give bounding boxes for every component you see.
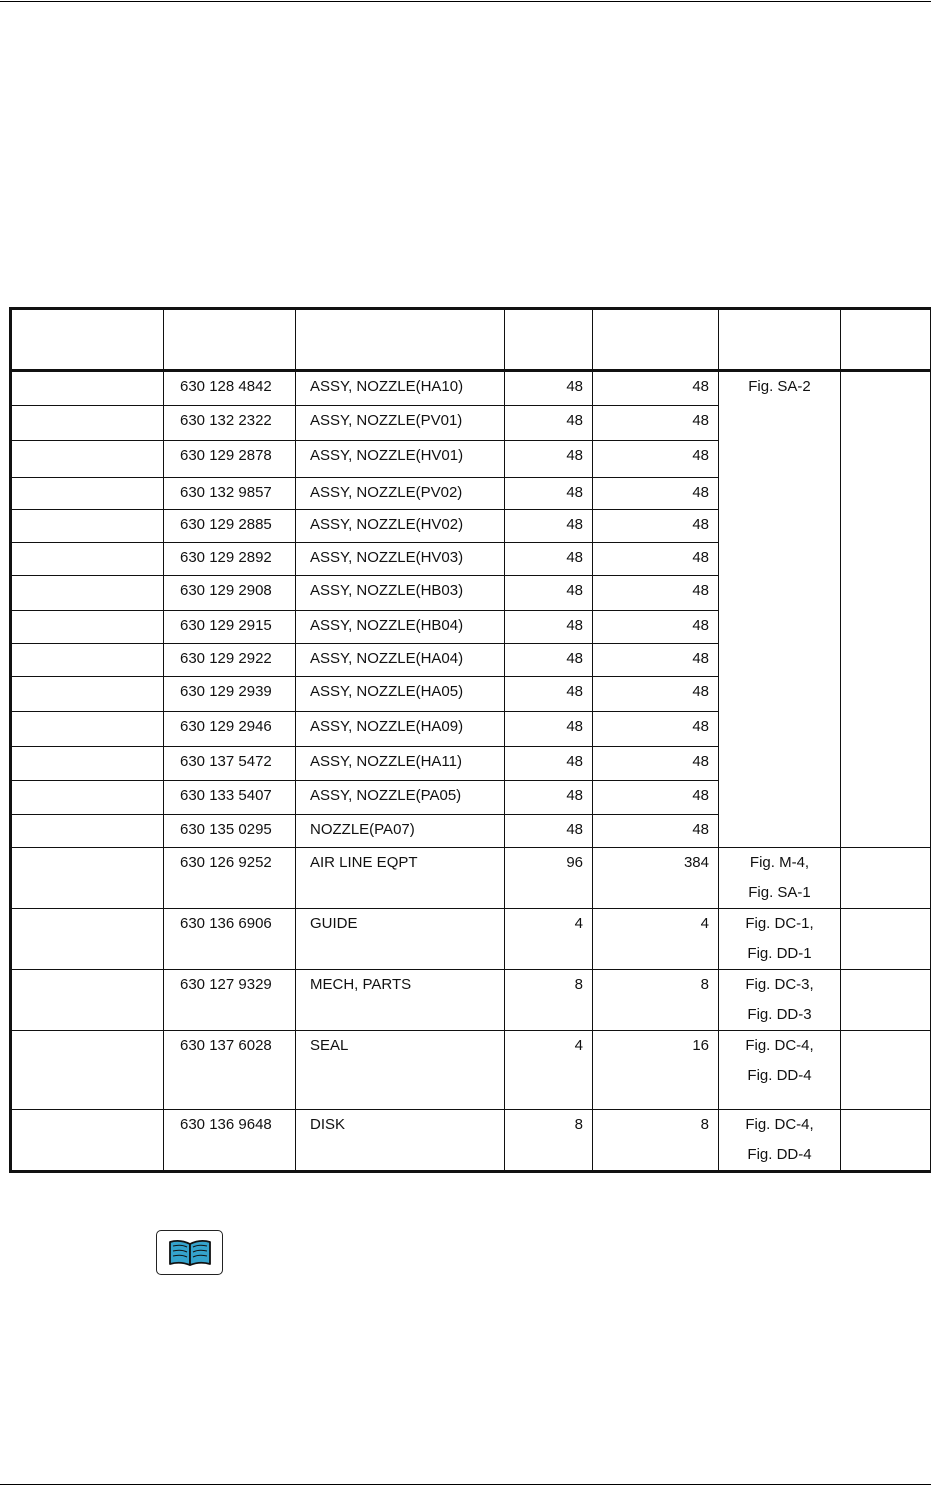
blank-cell <box>841 371 931 848</box>
open-book-icon <box>167 1238 213 1268</box>
description-cell: NOZZLE(PA07) <box>296 815 505 848</box>
part-number-cell: 630 126 9252 <box>164 848 296 909</box>
quantity-cell: 8 <box>505 970 593 1031</box>
figure-ref-line: Fig. DD-1 <box>747 945 812 962</box>
total-quantity-cell: 8 <box>593 1110 719 1172</box>
part-number-cell: 630 132 9857 <box>164 478 296 510</box>
description-cell: ASSY, NOZZLE(HV02) <box>296 510 505 543</box>
total-quantity-cell: 16 <box>593 1031 719 1110</box>
blank-cell <box>11 510 164 543</box>
description-cell: ASSY, NOZZLE(HB03) <box>296 576 505 611</box>
total-quantity-cell: 8 <box>593 970 719 1031</box>
blank-cell <box>11 644 164 677</box>
description-cell: MECH, PARTS <box>296 970 505 1031</box>
total-quantity-cell: 48 <box>593 747 719 781</box>
figure-reference-cell <box>719 1031 841 1110</box>
description-cell: ASSY, NOZZLE(HA09) <box>296 712 505 747</box>
part-number-cell: 630 129 2946 <box>164 712 296 747</box>
part-number-cell: 630 135 0295 <box>164 815 296 848</box>
description-cell: ASSY, NOZZLE(PV02) <box>296 478 505 510</box>
total-quantity-cell: 48 <box>593 644 719 677</box>
quantity-cell: 48 <box>505 781 593 815</box>
blank-cell <box>11 747 164 781</box>
header-cell <box>841 309 931 371</box>
description-cell: ASSY, NOZZLE(HA10) <box>296 371 505 406</box>
figure-ref-line: Fig. DC-1, <box>745 915 814 932</box>
table-row <box>11 371 931 406</box>
table-row <box>11 1031 931 1110</box>
part-number-cell: 630 133 5407 <box>164 781 296 815</box>
total-quantity-cell: 48 <box>593 543 719 576</box>
description-cell: ASSY, NOZZLE(HA11) <box>296 747 505 781</box>
figure-reference-cell <box>719 970 841 1031</box>
quantity-cell: 48 <box>505 371 593 406</box>
quantity-cell: 48 <box>505 543 593 576</box>
blank-cell <box>841 1110 931 1172</box>
part-number-cell: 630 137 6028 <box>164 1031 296 1110</box>
total-quantity-cell: 48 <box>593 441 719 478</box>
blank-cell <box>11 815 164 848</box>
blank-cell <box>11 1110 164 1172</box>
figure-ref-line: Fig. DD-4 <box>747 1067 812 1084</box>
figure-reference-cell: Fig. SA-2 <box>719 371 841 848</box>
part-number-cell: 630 136 6906 <box>164 909 296 970</box>
blank-cell <box>841 1031 931 1110</box>
total-quantity-cell: 48 <box>593 371 719 406</box>
blank-cell <box>841 970 931 1031</box>
quantity-cell: 48 <box>505 478 593 510</box>
table-row <box>11 909 931 970</box>
blank-cell <box>11 781 164 815</box>
quantity-cell: 8 <box>505 1110 593 1172</box>
description-cell: AIR LINE EQPT <box>296 848 505 909</box>
blank-cell <box>11 712 164 747</box>
description-cell: ASSY, NOZZLE(HV01) <box>296 441 505 478</box>
figure-ref-line: Fig. SA-1 <box>748 884 811 901</box>
total-quantity-cell: 48 <box>593 611 719 644</box>
figure-ref-line: Fig. DC-4, <box>745 1037 814 1054</box>
total-quantity-cell: 48 <box>593 712 719 747</box>
quantity-cell: 48 <box>505 747 593 781</box>
part-number-cell: 630 137 5472 <box>164 747 296 781</box>
parts-table <box>9 307 931 1173</box>
figure-ref-line: Fig. DC-3, <box>745 976 814 993</box>
header-cell <box>719 309 841 371</box>
total-quantity-cell: 48 <box>593 406 719 441</box>
blank-cell <box>11 677 164 712</box>
description-cell: SEAL <box>296 1031 505 1110</box>
figure-ref-line: Fig. DD-4 <box>747 1146 812 1163</box>
blank-cell <box>11 441 164 478</box>
description-cell: ASSY, NOZZLE(HA05) <box>296 677 505 712</box>
part-number-cell: 630 129 2939 <box>164 677 296 712</box>
quantity-cell: 48 <box>505 611 593 644</box>
table-row <box>11 970 931 1031</box>
blank-cell <box>11 1031 164 1110</box>
description-cell: ASSY, NOZZLE(PA05) <box>296 781 505 815</box>
bottom-rule <box>0 1484 931 1485</box>
table-header-row <box>11 309 931 371</box>
figure-reference-cell <box>719 1110 841 1172</box>
part-number-cell: 630 129 2908 <box>164 576 296 611</box>
total-quantity-cell: 48 <box>593 781 719 815</box>
description-cell: ASSY, NOZZLE(HV03) <box>296 543 505 576</box>
total-quantity-cell: 384 <box>593 848 719 909</box>
header-cell <box>593 309 719 371</box>
quantity-cell: 48 <box>505 576 593 611</box>
part-number-cell: 630 129 2878 <box>164 441 296 478</box>
description-cell: ASSY, NOZZLE(HB04) <box>296 611 505 644</box>
part-number-cell: 630 129 2922 <box>164 644 296 677</box>
top-rule <box>0 1 931 2</box>
header-cell <box>164 309 296 371</box>
part-number-cell: 630 129 2885 <box>164 510 296 543</box>
total-quantity-cell: 4 <box>593 909 719 970</box>
blank-cell <box>841 848 931 909</box>
blank-cell <box>11 371 164 406</box>
blank-cell <box>11 576 164 611</box>
blank-cell <box>11 970 164 1031</box>
description-cell: DISK <box>296 1110 505 1172</box>
blank-cell <box>11 478 164 510</box>
figure-ref-line: Fig. DD-3 <box>747 1006 812 1023</box>
blank-cell <box>11 909 164 970</box>
manual-reference-icon <box>156 1230 223 1275</box>
blank-cell <box>11 848 164 909</box>
part-number-cell: 630 129 2892 <box>164 543 296 576</box>
figure-ref-line: Fig. DC-4, <box>745 1116 814 1133</box>
quantity-cell: 48 <box>505 677 593 712</box>
header-cell <box>505 309 593 371</box>
total-quantity-cell: 48 <box>593 478 719 510</box>
blank-cell <box>11 543 164 576</box>
description-cell: GUIDE <box>296 909 505 970</box>
blank-cell <box>841 909 931 970</box>
part-number-cell: 630 128 4842 <box>164 371 296 406</box>
header-cell <box>11 309 164 371</box>
quantity-cell: 4 <box>505 909 593 970</box>
quantity-cell: 48 <box>505 406 593 441</box>
total-quantity-cell: 48 <box>593 576 719 611</box>
quantity-cell: 48 <box>505 644 593 677</box>
blank-cell <box>11 611 164 644</box>
total-quantity-cell: 48 <box>593 677 719 712</box>
header-cell <box>296 309 505 371</box>
figure-reference-cell <box>719 848 841 909</box>
part-number-cell: 630 127 9329 <box>164 970 296 1031</box>
description-cell: ASSY, NOZZLE(HA04) <box>296 644 505 677</box>
total-quantity-cell: 48 <box>593 510 719 543</box>
total-quantity-cell: 48 <box>593 815 719 848</box>
table-row <box>11 848 931 909</box>
quantity-cell: 48 <box>505 815 593 848</box>
table-row <box>11 1110 931 1172</box>
figure-ref-line: Fig. M-4, <box>749 854 810 871</box>
quantity-cell: 48 <box>505 712 593 747</box>
quantity-cell: 4 <box>505 1031 593 1110</box>
quantity-cell: 96 <box>505 848 593 909</box>
part-number-cell: 630 136 9648 <box>164 1110 296 1172</box>
part-number-cell: 630 132 2322 <box>164 406 296 441</box>
figure-reference-cell <box>719 909 841 970</box>
quantity-cell: 48 <box>505 441 593 478</box>
part-number-cell: 630 129 2915 <box>164 611 296 644</box>
blank-cell <box>11 406 164 441</box>
quantity-cell: 48 <box>505 510 593 543</box>
description-cell: ASSY, NOZZLE(PV01) <box>296 406 505 441</box>
